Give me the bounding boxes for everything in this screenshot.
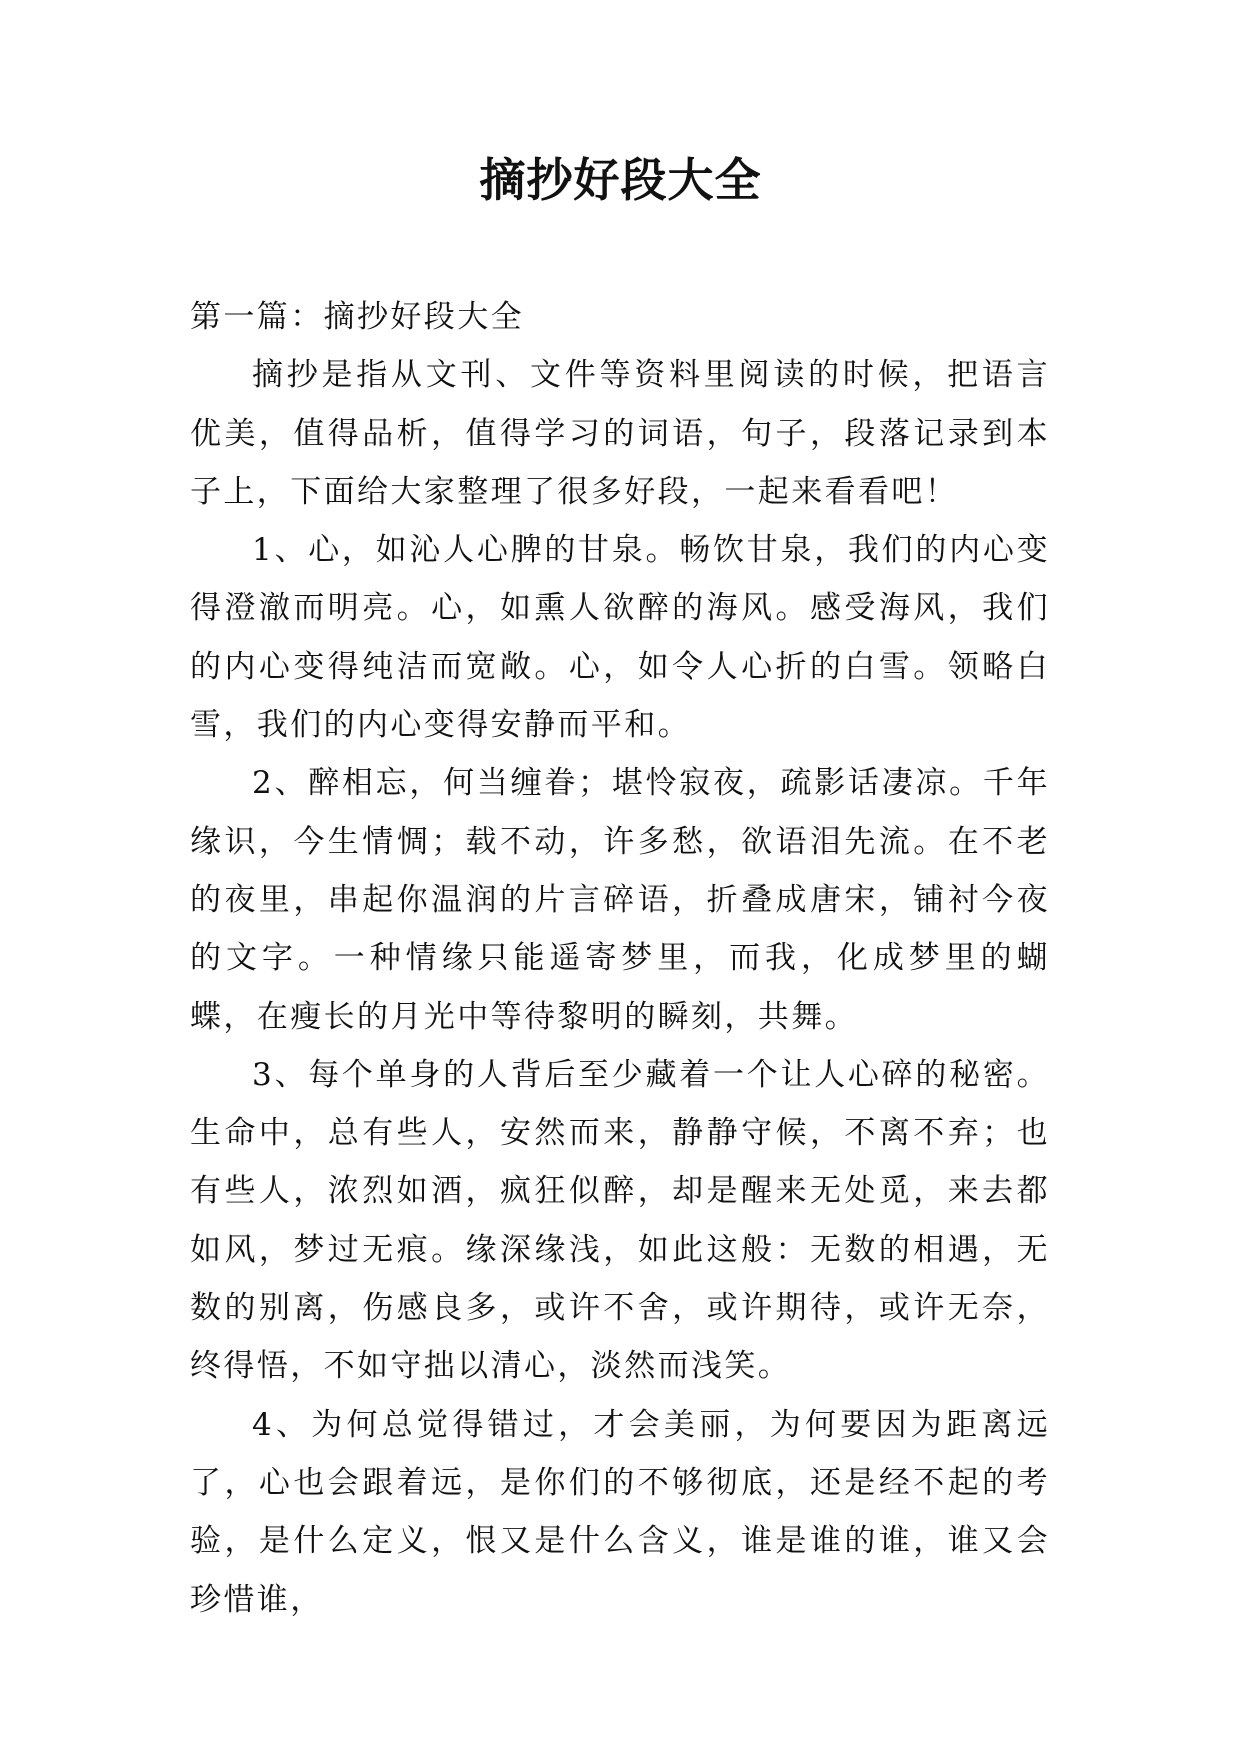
section-heading: 第一篇：摘抄好段大全	[190, 299, 524, 335]
intro-paragraph: 摘抄是指从文刊、文件等资料里阅读的时候，把语言优美，值得品析，值得学习的词语，句子，段落记录到本子上，下面给大家整理了很多好段，一起来看看吧！	[190, 357, 1050, 510]
document-title: 摘抄好段大全	[479, 153, 762, 207]
excerpt-paragraph-1: 1、心，如沁人心脾的甘泉。畅饮甘泉，我们的内心变得澄澈而明亮。心，如熏人欲醉的海风。感受海风，我们的内心变得纯洁而宽敞。心，如令人心折的白雪。领略白雪，我们的内心变得安静而平和。	[190, 532, 1050, 744]
excerpt-paragraph-2: 2、醉相忘，何当缠眷；堪怜寂夜，疏影话凄凉。千年缘识，今生情惆；载不动，许多愁，欲语泪先流。在不老的夜里，串起你温润的片言碎语，折叠成唐宋，铺衬今夜的文字。一种情缘只能遥寄梦里，而我，化成梦里的蝴蝶，在瘦长的月光中等待黎明的瞬刻，共舞。	[190, 765, 1050, 1035]
excerpt-paragraph-4: 4、为何总觉得错过，才会美丽，为何要因为距离远了，心也会跟着远，是你们的不够彻底，还是经不起的考验，是什么定义，恨又是什么含义，谁是谁的谁，谁又会珍惜谁，	[190, 1406, 1050, 1618]
excerpt-paragraph-3: 3、每个单身的人背后至少藏着一个让人心碎的秘密。生命中，总有些人，安然而来，静静守候，不离不弃；也有些人，浓烈如酒，疯狂似醉，却是醒来无处觅，来去都如风，梦过无痕。缘深缘浅，如此这般：无数的相遇，无数的别离，伤感良多，或许不舍，或许期待，或许无奈，终得悟，不如守拙以清心，淡然而浅笑。	[190, 1056, 1050, 1385]
document-body	[190, 288, 1050, 1629]
